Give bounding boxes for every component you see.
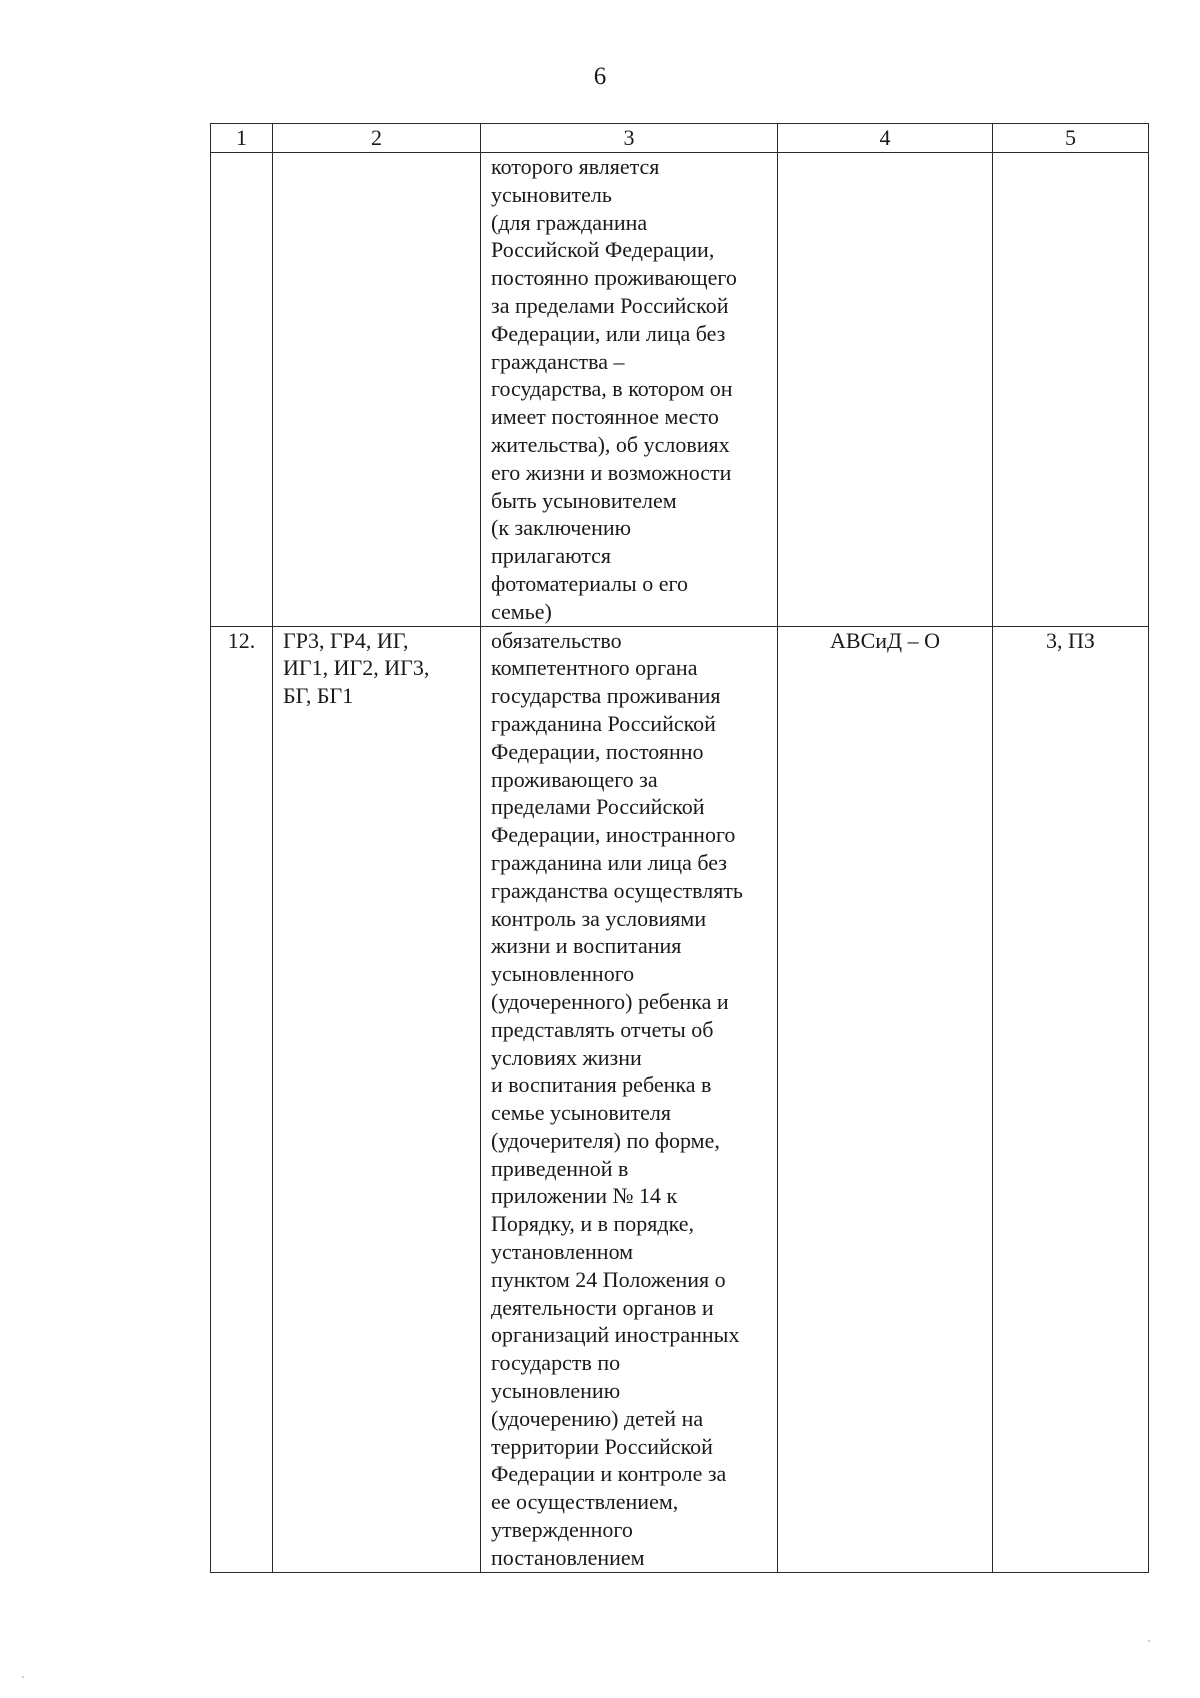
column-number-4: 4 [778,124,993,153]
row-number-cell [211,153,273,627]
page-number: 6 [593,63,607,90]
applicant-category-cell [273,153,481,627]
note-code-cell: 3, ПЗ [993,626,1149,1572]
column-number-3: 3 [481,124,778,153]
requirement-code-cell: АВСиД – О [778,626,993,1572]
requirement-code-cell [778,153,993,627]
document-table [210,123,1149,1573]
document-description-cell: обязательство компетентного органа государства проживания гражданина Российской Федерации, постоянно проживающего за пределами Российской Федерации, иностранного гражданина или лица без гражданства осуществлять контроль за условиями жизни и воспитания усыновленного (удочеренного) ребенка и представлять отчеты об условиях жизни и воспитания ребенка в семье усыновителя (удочерителя) по форме, приведенной в приложении № 14 к Порядку, и в порядке, установленном пунктом 24 Положения о деятельности органов и организаций иностранных государств по усыновлению (удочерению) детей на территории Российской Федерации и контроле за ее осуществлением, утвержденного постановлением [481,626,778,1572]
note-code-cell [993,153,1149,627]
table-header-row [211,124,1149,153]
column-number-2: 2 [273,124,481,153]
scan-speck [22,1676,24,1678]
column-number-5: 5 [993,124,1149,153]
table-row [211,626,1149,1572]
document-description-cell: которого является усыновитель (для гражданина Российской Федерации, постоянно проживающего за пределами Российской Федерации, или лица без гражданства – государства, в котором он имеет постоянное место жительства), об условиях его жизни и возможности быть усыновителем (к заключению прилагаются фотоматериалы о его семье) [481,153,778,627]
row-number-cell: 12. [211,626,273,1572]
table-row [211,153,1149,627]
column-number-1: 1 [211,124,273,153]
scan-speck [1148,1640,1150,1642]
applicant-category-cell: ГР3, ГР4, ИГ, ИГ1, ИГ2, ИГ3, БГ, БГ1 [273,626,481,1572]
